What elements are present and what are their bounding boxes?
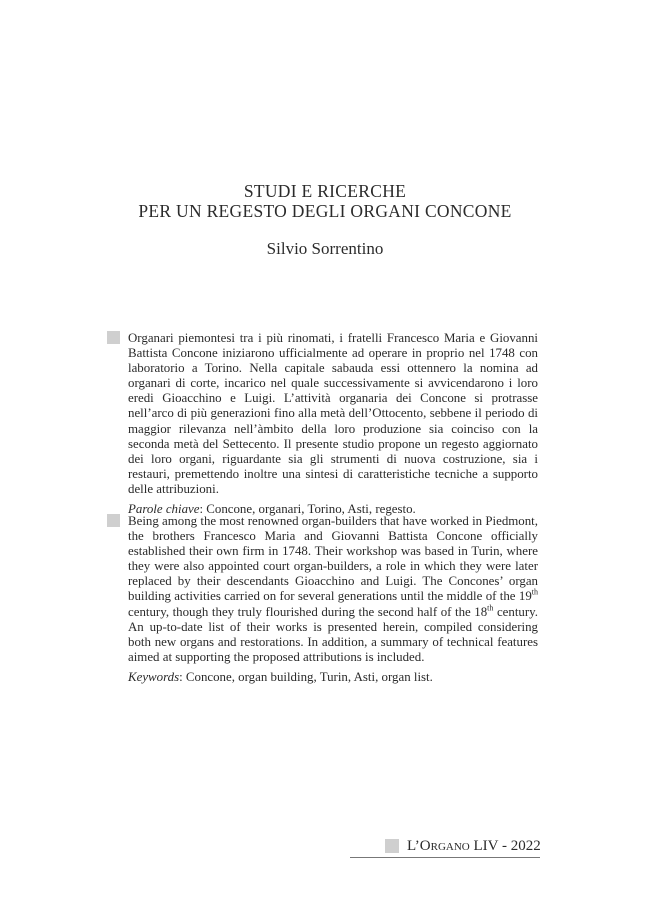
abstract-english xyxy=(128,514,538,685)
abstract-en-keywords-label: Keywords xyxy=(128,669,180,684)
footer-marker xyxy=(385,839,399,853)
footer-rule xyxy=(350,857,540,858)
abstract-en-text-1: Being among the most renowned organ-builders that have worked in Piedmont, the brothers Francesco Maria and Giovanni Battista Concone officially established their own firm in 1748. Their workshop was based in Turin, where they were also appointed court organ-builders, a role in which they were later replaced by their descendants Gioacchino and Luigi. The Concones’ organ building activities carried on for several generations until the middle of the 19 xyxy=(128,514,538,604)
footer-journal: L’Organo xyxy=(407,838,470,854)
abstract-en-keywords-list: : Concone, organ building, Turin, Asti, organ list. xyxy=(179,669,433,684)
abstract-en-marker xyxy=(107,514,120,527)
abstract-en-sup-2: th xyxy=(487,603,494,613)
abstract-en-text-3: century. An up-to-date list of their works is presented herein, compiled considering both new organs and restorations. In addition, a summary of technical features aimed at supporting the proposed attributions is included. xyxy=(128,604,538,664)
abstract-en-body xyxy=(128,514,538,665)
abstract-en-keywords xyxy=(128,670,538,685)
abstract-it-keywords-list: : Concone, organari, Torino, Asti, regesto. xyxy=(199,502,416,517)
author-name: Silvio Sorrentino xyxy=(266,239,384,258)
article-title xyxy=(0,181,650,221)
abstract-en-sup-1: th xyxy=(531,588,538,598)
abstract-it-keywords-label: Parole chiave xyxy=(128,502,200,517)
title-line-2: PER UN REGESTO DEGLI ORGANI CONCONE xyxy=(138,201,512,221)
footer-issue: LIV - 2022 xyxy=(473,838,541,854)
abstract-it-body: Organari piemontesi tra i più rinomati, i fratelli Francesco Maria e Giovanni Battista Concone iniziarono ufficialmente ad operare in proprio nel 1748 con laboratorio a Torino. Nella capitale sabauda essi ottennero la nomina ad organari di corte, incarico nel quale successivamente si avvicendarono i loro eredi Gioacchino e Luigi. L’attività organaria dei Concone si protrasse nell’arco di più generazioni fino alla metà dell’Ottocento, sebbene il periodo di maggior rilevanza nell’àmbito della loro produzione sia coinciso con la seconda metà del Settecento. Il presente studio propone un regesto aggiornato dei loro organi, riguardante sia gli strumenti di nuova costruzione, sia i restauri, premettendo inoltre una sintesi di caratteristiche tecniche a supporto delle attribuzioni. xyxy=(128,331,538,496)
title-line-1: STUDI E RICERCHE xyxy=(243,181,407,201)
abstract-en-text-2: century, though they truly flourished during the second half of the 18 xyxy=(128,604,488,619)
abstract-italian xyxy=(128,331,538,517)
footer-running-title xyxy=(407,838,541,855)
abstract-it-marker xyxy=(107,331,120,344)
